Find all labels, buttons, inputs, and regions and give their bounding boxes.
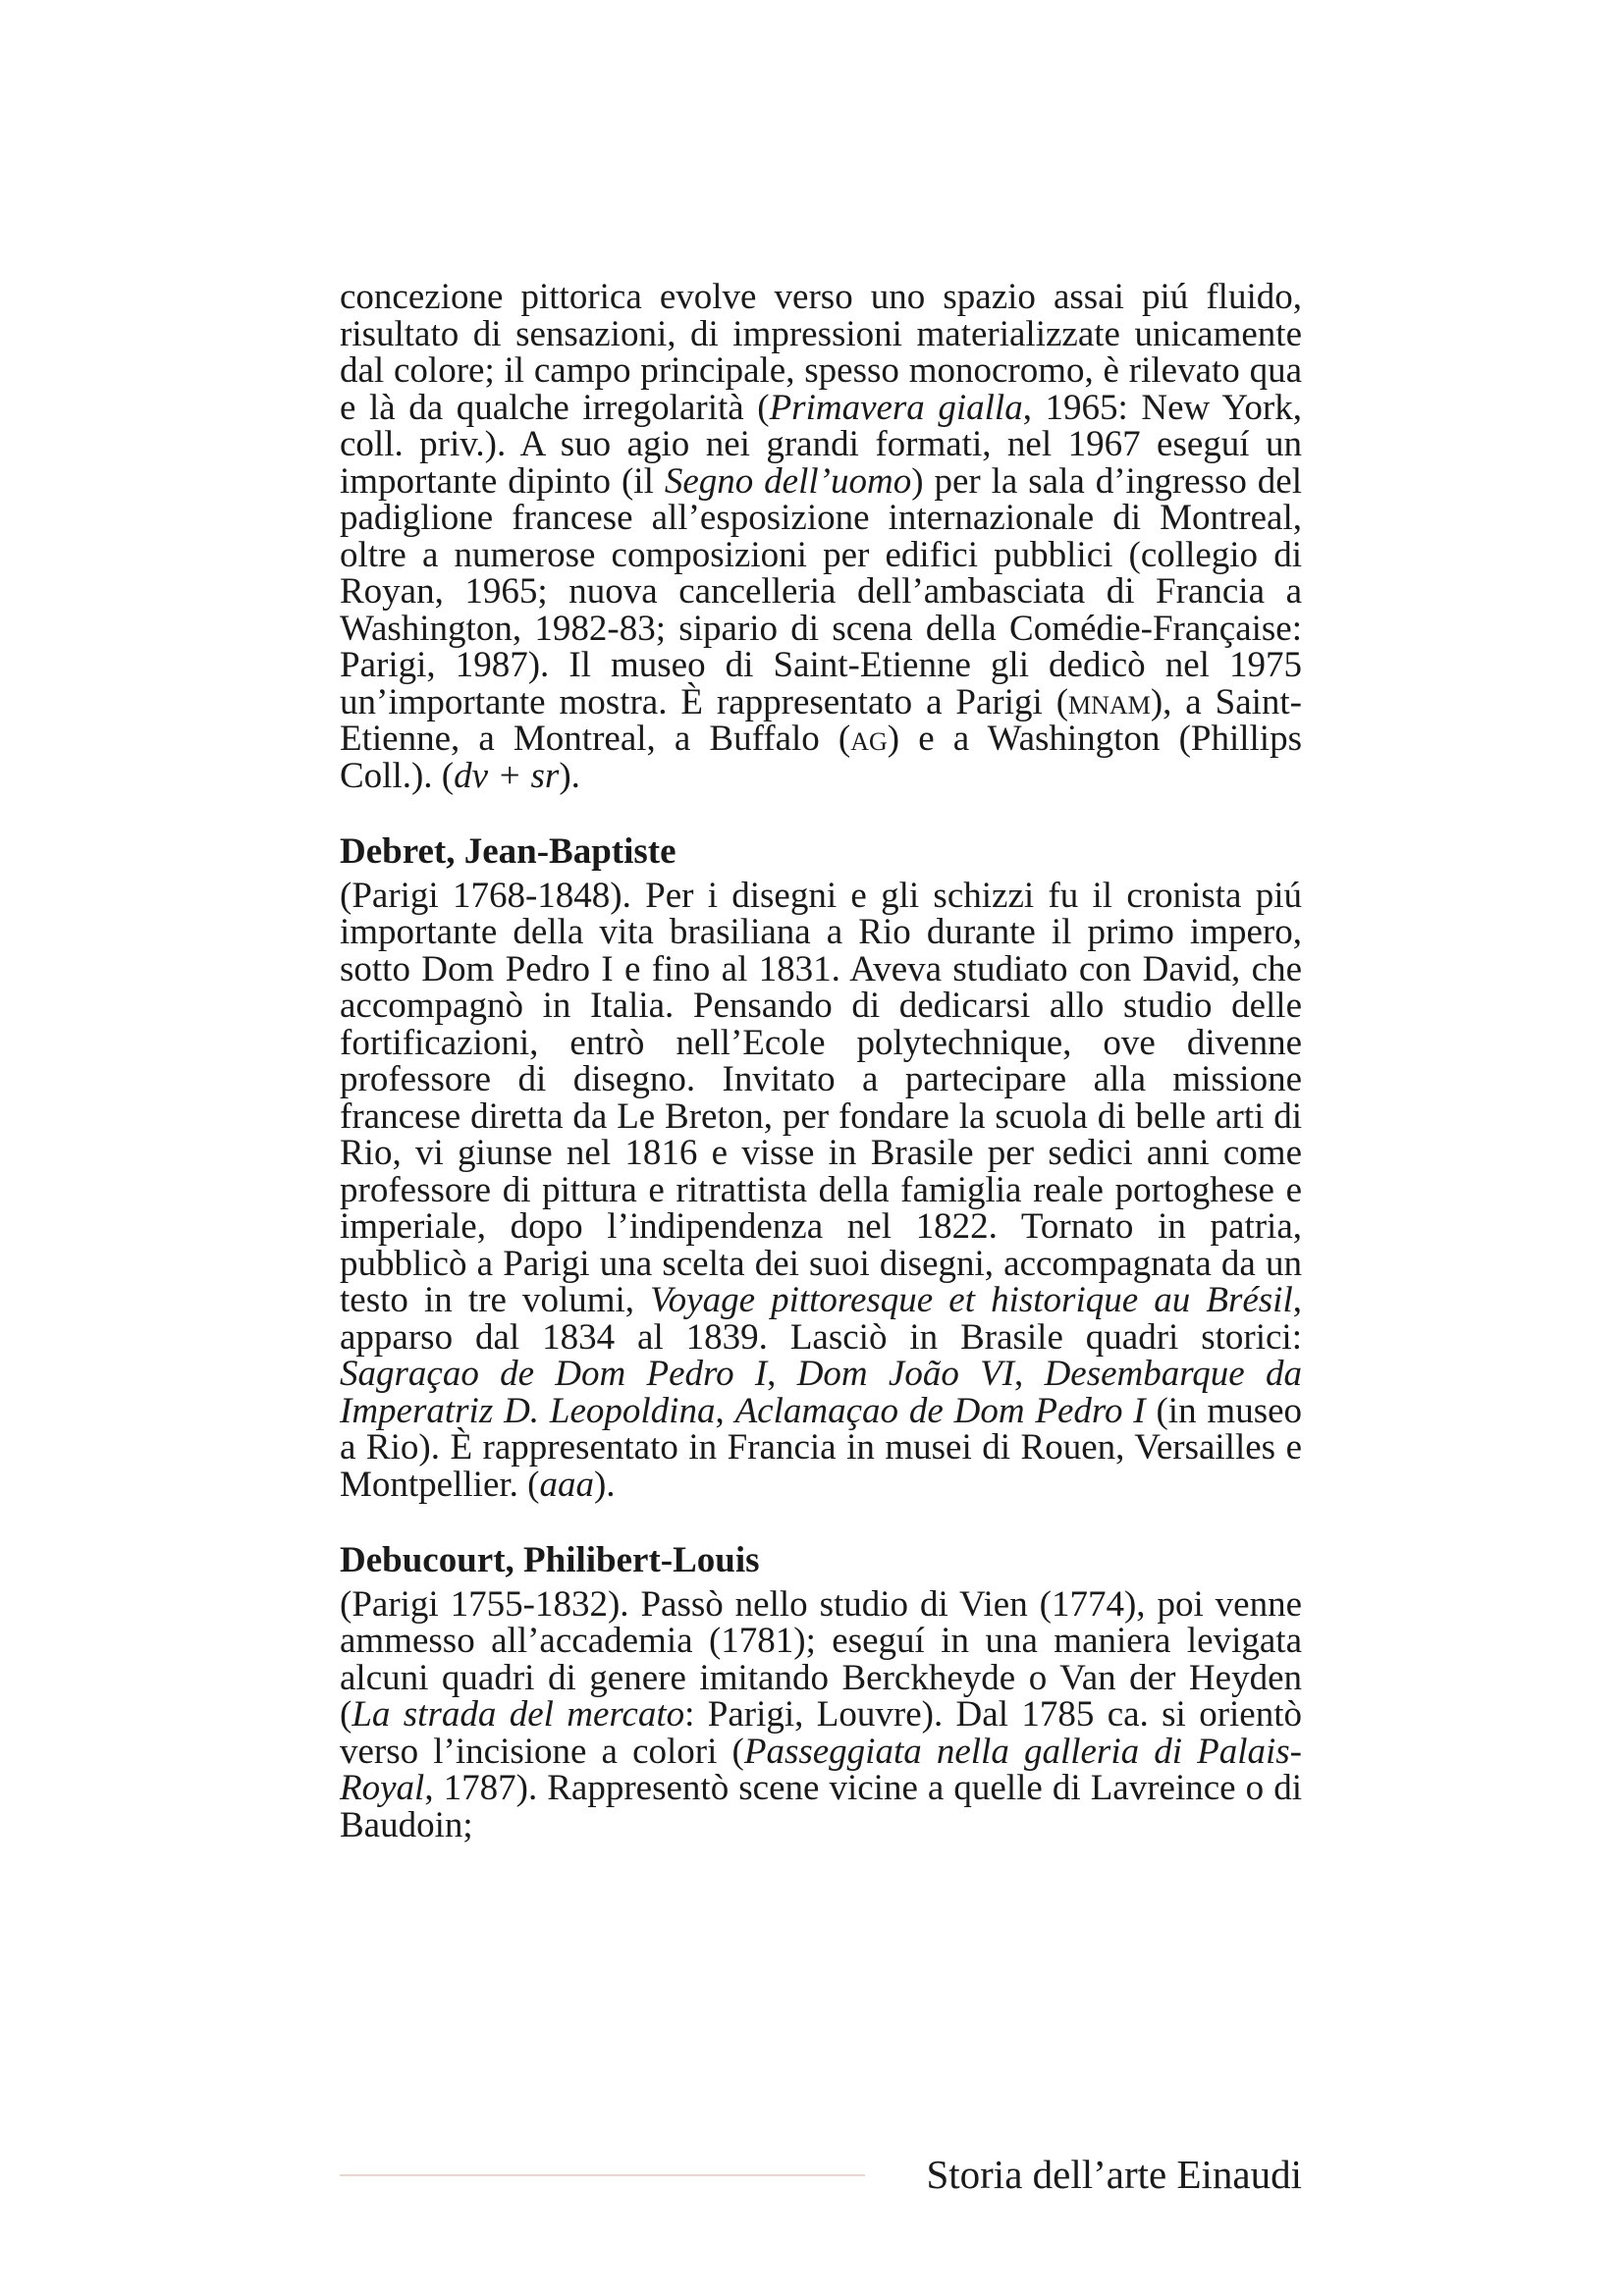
text-run: (Parigi 1755-1832). Passò nello studio di Vien (1774), poi venne ammesso all’accademia (1781); eseguí in una maniera levigata alcuni quadri di genere imitando Berckheyde o Van der Heyden ( xyxy=(340,1583,1302,1735)
italic-run: Segno dell’uomo xyxy=(664,460,912,502)
italic-run: Sagraçao de Dom Pedro I xyxy=(340,1354,768,1394)
italic-run: Voyage pittoresque et historique au Brésil xyxy=(650,1280,1293,1320)
footer-title: Storia dell’arte Einaudi xyxy=(926,2152,1302,2197)
text-run: (in museo a Rio). È rappresentato in Francia in musei di Rouen, Versailles e Montpellier. ( xyxy=(340,1390,1303,1505)
text-run: , 1787). Rappresentò scene vicine a quelle di Lavreince o di Baudoin; xyxy=(340,1768,1302,1845)
entry-body xyxy=(340,1583,1302,1845)
text-run: ) e a Washington (Phillips Coll.). ( xyxy=(340,719,1302,796)
italic-run: dv + sr xyxy=(454,755,560,796)
italic-run: Desembarque da Imperatriz D. Leopoldina xyxy=(340,1354,1302,1431)
text-run: ). xyxy=(559,755,580,796)
text-run: ) per la sala d’ingresso del padiglione francese all’esposizione internazionale di Montreal, oltre a numerose composizioni per edifici pubblici (collegio di Royan, 1965; nuova cancelleria dell’ambasciata di Francia a Washington, 1982-83; sipario di scena della Comédie-Française: Parigi, 1987). Il museo di Saint-Etienne gli dedicò nel 1975 un’importante mostra. È rappresentato a Parigi ( xyxy=(340,460,1302,722)
text-run: (Parigi 1768-1848). Per i disegni e gli schizzi fu il cronista piú importante della vita brasiliana a Rio durante il primo impero, sotto Dom Pedro I e fino al 1831. Aveva studiato con David, che accompagnò in Italia. Pensando di dedicarsi allo studio delle fortificazioni, entrò nell’Ecole polytechnique, ove divenne professore di disegno. Invitato a partecipare alla missione francese diretta da Le Breton, per fondare la scuola di belle arti di Rio, vi giunse nel 1816 e visse in Brasile per sedici anni come professore di pittura e ritrattista della famiglia reale portoghese e imperiale, dopo l’indipendenza nel 1822. Tornato in patria, pubblicò a Parigi una scelta dei suoi disegni, accompagnata da un testo in tre volumi, xyxy=(340,875,1302,1320)
entry-body xyxy=(340,875,1303,1505)
entry-heading: Debret, Jean-Baptiste xyxy=(340,831,676,872)
text-run: ), a Saint-Etienne, a Montreal, a Buffalo ( xyxy=(340,681,1302,759)
italic-run: La strada del mercato xyxy=(352,1694,685,1735)
text-run: concezione pittorica evolve verso uno spazio assai piú fluido, risultato di sensazioni, di impressioni materializzate unicamente dal colore; il campo principale, spesso monocromo, è rilevato qua e là da qualche irregolarità ( xyxy=(340,277,1302,428)
entry-heading: Debucourt, Philibert-Louis xyxy=(340,1540,760,1580)
text-run: , xyxy=(1014,1354,1045,1394)
text-run: , apparso dal 1834 al 1839. Lasciò in Brasile quadri storici: xyxy=(340,1280,1302,1358)
text-run: ). xyxy=(593,1464,616,1505)
page-footer xyxy=(340,2150,1302,2199)
small-caps-run: ag xyxy=(850,719,888,759)
continuation-paragraph xyxy=(340,279,1302,794)
text-run: , xyxy=(715,1390,735,1431)
italic-run: Passeggiata nella galleria di Palais-Royal xyxy=(340,1731,1302,1808)
entry-debret xyxy=(340,833,1302,1503)
italic-run: Dom João VI xyxy=(796,1354,1015,1394)
text-column xyxy=(340,279,1302,1843)
text-run: , xyxy=(767,1354,797,1394)
italic-run: Aclamaçao de Dom Pedro I xyxy=(734,1390,1146,1431)
footer-rule xyxy=(340,2174,865,2176)
italic-run: aaa xyxy=(539,1464,594,1505)
italic-run: Primavera gialla xyxy=(769,387,1023,428)
small-caps-run: mnam xyxy=(1068,681,1151,722)
text-run: : Parigi, Louvre). Dal 1785 ca. si orientò verso l’incisione a colori ( xyxy=(340,1694,1302,1772)
entry-debucourt xyxy=(340,1542,1302,1843)
text-run: , 1965: New York, coll. priv.). A suo agio nei grandi formati, nel 1967 eseguí un importante dipinto (il xyxy=(340,387,1303,502)
